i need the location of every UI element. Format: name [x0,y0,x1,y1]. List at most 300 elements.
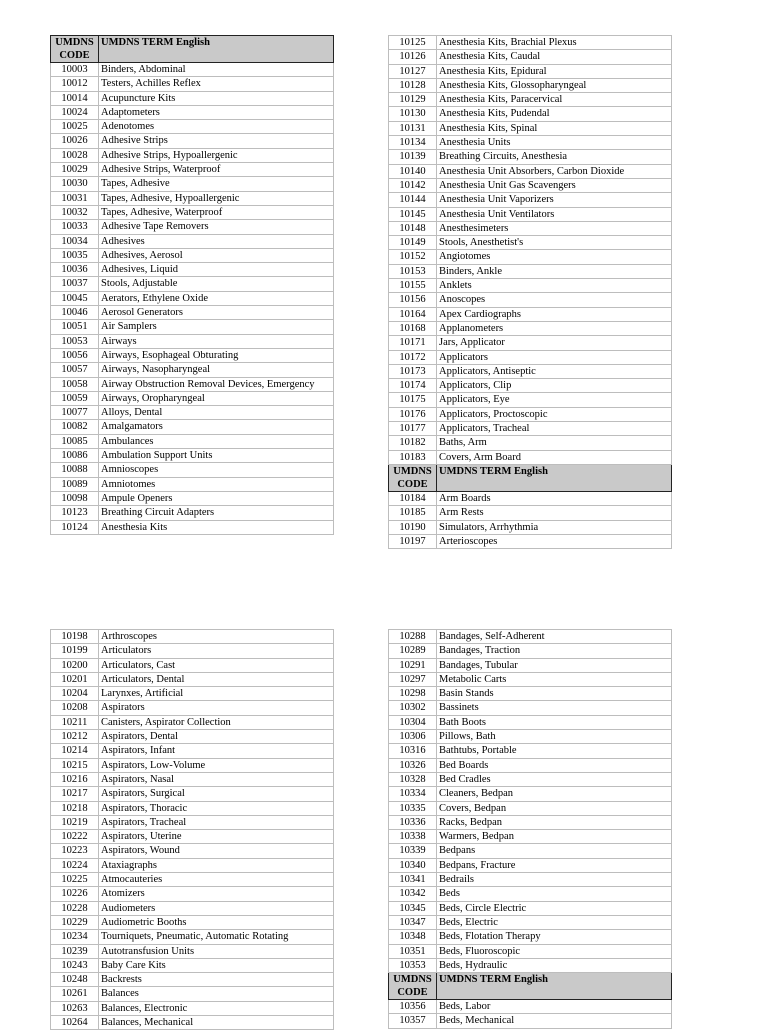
umdns-term-cell: Ambulances [99,434,334,448]
umdns-term-cell: Applicators, Clip [437,379,672,393]
umdns-term-cell: Tapes, Adhesive, Hypoallergenic [99,191,334,205]
umdns-code-cell: 10026 [51,134,99,148]
table-row [51,434,334,448]
umdns-code-cell: 10264 [51,1016,99,1030]
table-row [51,758,334,772]
umdns-code-cell: 10130 [389,107,437,121]
umdns-code-cell: 10149 [389,236,437,250]
column-header-term: UMDNS TERM English [437,973,672,1000]
umdns-term-cell: Anesthesia Unit Gas Scavengers [437,178,672,192]
table-row [51,815,334,829]
table-row [51,630,334,644]
umdns-term-cell: Applicators, Antiseptic [437,364,672,378]
umdns-code-cell: 10226 [51,887,99,901]
umdns-term-cell: Acupuncture Kits [99,91,334,105]
umdns-term-cell: Basin Stands [437,687,672,701]
table-header-row [51,36,334,63]
table-row [51,715,334,729]
table-row [51,987,334,1001]
table-row [389,150,672,164]
umdns-term-cell: Amnioscopes [99,463,334,477]
umdns-term-cell: Beds, Electric [437,915,672,929]
umdns-term-cell: Anoscopes [437,293,672,307]
umdns-term-cell: Ampule Openers [99,491,334,505]
umdns-code-cell: 10051 [51,320,99,334]
umdns-term-cell: Beds [437,887,672,901]
umdns-code-cell: 10234 [51,930,99,944]
umdns-code-cell: 10211 [51,715,99,729]
table-row [389,915,672,929]
table-row [389,815,672,829]
umdns-term-cell: Beds, Hydraulic [437,958,672,972]
umdns-term-cell: Applicators, Proctoscopic [437,407,672,421]
table-row [51,449,334,463]
umdns-term-cell: Atomizers [99,887,334,901]
umdns-code-cell: 10342 [389,887,437,901]
umdns-term-cell: Aspirators, Low-Volume [99,758,334,772]
table-row [51,801,334,815]
umdns-code-cell: 10123 [51,506,99,520]
table-row [51,348,334,362]
umdns-term-cell: Arm Boards [437,491,672,505]
umdns-term-cell: Adhesive Tape Removers [99,220,334,234]
table-row [389,422,672,436]
umdns-code-cell: 10182 [389,436,437,450]
table-row [51,91,334,105]
umdns-term-cell: Anesthesia Kits, Spinal [437,121,672,135]
table-row [51,915,334,929]
umdns-code-cell: 10176 [389,407,437,421]
umdns-term-cell: Covers, Bedpan [437,801,672,815]
umdns-code-cell: 10223 [51,844,99,858]
umdns-term-cell: Airways [99,334,334,348]
umdns-term-cell: Anklets [437,279,672,293]
umdns-code-cell: 10197 [389,534,437,548]
umdns-term-cell: Autotransfusion Units [99,944,334,958]
umdns-code-cell: 10152 [389,250,437,264]
umdns-code-cell: 10025 [51,120,99,134]
table-row [389,364,672,378]
umdns-term-cell: Larynxes, Artificial [99,687,334,701]
umdns-code-cell: 10340 [389,858,437,872]
umdns-code-cell: 10336 [389,815,437,829]
umdns-code-cell: 10218 [51,801,99,815]
umdns-term-cell: Breathing Circuits, Anesthesia [437,150,672,164]
table-row [389,1000,672,1014]
table-row [51,491,334,505]
umdns-term-cell: Binders, Ankle [437,264,672,278]
table-row [51,858,334,872]
umdns-term-cell: Arm Rests [437,506,672,520]
umdns-table-2 [388,35,672,549]
umdns-code-cell: 10215 [51,758,99,772]
umdns-code-cell: 10045 [51,291,99,305]
umdns-term-cell: Applicators, Tracheal [437,422,672,436]
umdns-code-cell: 10199 [51,644,99,658]
table-row [51,506,334,520]
umdns-code-cell: 10356 [389,1000,437,1014]
umdns-term-cell: Anesthesia Unit Absorbers, Carbon Dioxide [437,164,672,178]
umdns-term-cell: Aerators, Ethylene Oxide [99,291,334,305]
table-row [389,193,672,207]
umdns-code-cell: 10248 [51,973,99,987]
umdns-term-cell: Pillows, Bath [437,730,672,744]
umdns-term-cell: Aspirators, Nasal [99,772,334,786]
table-row [51,1016,334,1030]
umdns-term-cell: Simulators, Arrhythmia [437,520,672,534]
umdns-term-cell: Aspirators, Tracheal [99,815,334,829]
umdns-term-cell: Angiotomes [437,250,672,264]
table-header-row [389,464,672,491]
umdns-code-cell: 10126 [389,50,437,64]
umdns-code-cell: 10034 [51,234,99,248]
umdns-code-cell: 10086 [51,449,99,463]
umdns-term-cell: Beds, Flotation Therapy [437,930,672,944]
table-row [389,958,672,972]
table-row [51,263,334,277]
umdns-term-cell: Covers, Arm Board [437,450,672,464]
table-row [389,250,672,264]
umdns-term-cell: Arterioscopes [437,534,672,548]
umdns-code-cell: 10357 [389,1014,437,1028]
table-row [51,844,334,858]
table-row [51,277,334,291]
umdns-term-cell: Adhesives, Liquid [99,263,334,277]
umdns-term-cell: Tourniquets, Pneumatic, Automatic Rotating [99,930,334,944]
umdns-code-cell: 10057 [51,363,99,377]
umdns-code-cell: 10306 [389,730,437,744]
table-row [389,93,672,107]
umdns-code-cell: 10304 [389,715,437,729]
table-row [389,873,672,887]
umdns-code-cell: 10037 [51,277,99,291]
table-row [389,630,672,644]
umdns-term-cell: Canisters, Aspirator Collection [99,715,334,729]
umdns-code-cell: 10125 [389,36,437,50]
umdns-code-cell: 10145 [389,207,437,221]
table-row [389,715,672,729]
umdns-term-cell: Bandages, Self-Adherent [437,630,672,644]
umdns-term-cell: Arthroscopes [99,630,334,644]
table-row [389,672,672,686]
umdns-code-cell: 10082 [51,420,99,434]
umdns-table-4 [388,629,672,1029]
umdns-code-cell: 10224 [51,858,99,872]
table-row [51,205,334,219]
umdns-code-cell: 10200 [51,658,99,672]
umdns-code-cell: 10088 [51,463,99,477]
table-row [389,50,672,64]
umdns-code-cell: 10140 [389,164,437,178]
umdns-code-cell: 10208 [51,701,99,715]
table-row [51,887,334,901]
table-row [51,320,334,334]
table-row [51,787,334,801]
table-row [51,930,334,944]
umdns-term-cell: Aspirators, Uterine [99,830,334,844]
umdns-code-cell: 10214 [51,744,99,758]
table-row [389,644,672,658]
umdns-code-cell: 10204 [51,687,99,701]
table-header-row [389,973,672,1000]
table-row [51,687,334,701]
umdns-term-cell: Bath Boots [437,715,672,729]
umdns-term-cell: Testers, Achilles Reflex [99,77,334,91]
table-row [389,407,672,421]
table-row [389,221,672,235]
umdns-term-cell: Bed Boards [437,758,672,772]
table-row [51,958,334,972]
table-row [51,672,334,686]
umdns-term-cell: Adhesive Strips, Waterproof [99,163,334,177]
table-row [51,1001,334,1015]
umdns-term-cell: Aspirators [99,701,334,715]
column-header-term: UMDNS TERM English [99,36,334,63]
umdns-term-cell: Articulators [99,644,334,658]
umdns-code-cell: 10228 [51,901,99,915]
column-header-code: UMDNS CODE [51,36,99,63]
table-row [389,36,672,50]
umdns-term-cell: Beds, Labor [437,1000,672,1014]
table-row [389,787,672,801]
table-row [51,163,334,177]
table-row [389,534,672,548]
umdns-table-3 [50,629,334,1030]
umdns-code-cell: 10058 [51,377,99,391]
umdns-code-cell: 10164 [389,307,437,321]
umdns-code-cell: 10298 [389,687,437,701]
table-row [51,248,334,262]
umdns-term-cell: Applanometers [437,321,672,335]
table-row [389,136,672,150]
table-row [51,944,334,958]
umdns-code-cell: 10302 [389,701,437,715]
umdns-code-cell: 10036 [51,263,99,277]
umdns-term-cell: Applicators, Eye [437,393,672,407]
umdns-term-cell: Anesthesia Unit Vaporizers [437,193,672,207]
table-row [389,1014,672,1028]
umdns-code-cell: 10012 [51,77,99,91]
table-row [51,134,334,148]
umdns-code-cell: 10153 [389,264,437,278]
table-row [389,121,672,135]
table-row [51,901,334,915]
umdns-term-cell: Airways, Oropharyngeal [99,391,334,405]
umdns-code-cell: 10341 [389,873,437,887]
table-row [389,207,672,221]
column-header-code: UMDNS CODE [389,973,437,1000]
umdns-term-cell: Cleaners, Bedpan [437,787,672,801]
umdns-term-cell: Beds, Mechanical [437,1014,672,1028]
umdns-term-cell: Balances, Mechanical [99,1016,334,1030]
umdns-code-cell: 10156 [389,293,437,307]
umdns-code-cell: 10225 [51,873,99,887]
table-row [389,450,672,464]
umdns-term-cell: Tapes, Adhesive, Waterproof [99,205,334,219]
table-row [51,830,334,844]
table-row [389,830,672,844]
umdns-code-cell: 10291 [389,658,437,672]
umdns-code-cell: 10168 [389,321,437,335]
table-row [389,901,672,915]
umdns-term-cell: Air Samplers [99,320,334,334]
table-row [51,191,334,205]
umdns-code-cell: 10353 [389,958,437,972]
umdns-term-cell: Binders, Abdominal [99,63,334,77]
umdns-code-cell: 10217 [51,787,99,801]
table-row [389,107,672,121]
umdns-term-cell: Amniotomes [99,477,334,491]
umdns-code-cell: 10028 [51,148,99,162]
umdns-term-cell: Adaptometers [99,105,334,119]
umdns-code-cell: 10127 [389,64,437,78]
umdns-code-cell: 10185 [389,506,437,520]
umdns-term-cell: Adhesive Strips [99,134,334,148]
umdns-code-cell: 10184 [389,491,437,505]
umdns-code-cell: 10003 [51,63,99,77]
umdns-code-cell: 10053 [51,334,99,348]
umdns-code-cell: 10098 [51,491,99,505]
umdns-code-cell: 10183 [389,450,437,464]
umdns-term-cell: Airways, Nasopharyngeal [99,363,334,377]
umdns-term-cell: Anesthesimeters [437,221,672,235]
table-row [389,687,672,701]
umdns-term-cell: Audiometers [99,901,334,915]
umdns-code-cell: 10029 [51,163,99,177]
table-row [51,463,334,477]
umdns-code-cell: 10134 [389,136,437,150]
umdns-code-cell: 10351 [389,944,437,958]
umdns-term-cell: Bedpans [437,844,672,858]
umdns-code-cell: 10148 [389,221,437,235]
table-row [51,391,334,405]
umdns-code-cell: 10316 [389,744,437,758]
umdns-term-cell: Bandages, Traction [437,644,672,658]
umdns-term-cell: Anesthesia Kits [99,520,334,534]
column-header-code: UMDNS CODE [389,464,437,491]
umdns-code-cell: 10014 [51,91,99,105]
umdns-term-cell: Baths, Arm [437,436,672,450]
umdns-code-cell: 10222 [51,830,99,844]
umdns-term-cell: Baby Care Kits [99,958,334,972]
umdns-term-cell: Aspirators, Infant [99,744,334,758]
umdns-code-cell: 10124 [51,520,99,534]
table-row [51,105,334,119]
umdns-term-cell: Racks, Bedpan [437,815,672,829]
table-row [389,491,672,505]
umdns-code-cell: 10212 [51,730,99,744]
table-row [389,506,672,520]
umdns-table-1 [50,35,334,535]
table-row [51,63,334,77]
umdns-term-cell: Balances, Electronic [99,1001,334,1015]
table-row [389,772,672,786]
umdns-term-cell: Aspirators, Surgical [99,787,334,801]
umdns-term-cell: Warmers, Bedpan [437,830,672,844]
umdns-code-cell: 10046 [51,306,99,320]
umdns-code-cell: 10288 [389,630,437,644]
table-row [51,644,334,658]
table-row [51,744,334,758]
umdns-term-cell: Ataxiagraphs [99,858,334,872]
umdns-term-cell: Anesthesia Kits, Paracervical [437,93,672,107]
umdns-term-cell: Anesthesia Units [437,136,672,150]
table-row [51,873,334,887]
umdns-term-cell: Jars, Applicator [437,336,672,350]
umdns-code-cell: 10171 [389,336,437,350]
umdns-term-cell: Anesthesia Kits, Epidural [437,64,672,78]
table-row [51,291,334,305]
umdns-term-cell: Articulators, Dental [99,672,334,686]
table-row [51,377,334,391]
umdns-term-cell: Ambulation Support Units [99,449,334,463]
umdns-term-cell: Applicators [437,350,672,364]
umdns-code-cell: 10085 [51,434,99,448]
table-row [51,520,334,534]
umdns-code-cell: 10024 [51,105,99,119]
table-row [389,844,672,858]
umdns-term-cell: Balances [99,987,334,1001]
umdns-term-cell: Aerosol Generators [99,306,334,320]
table-row [389,758,672,772]
umdns-term-cell: Anesthesia Kits, Brachial Plexus [437,36,672,50]
umdns-code-cell: 10056 [51,348,99,362]
umdns-term-cell: Airways, Esophageal Obturating [99,348,334,362]
umdns-term-cell: Anesthesia Kits, Glossopharyngeal [437,78,672,92]
umdns-term-cell: Alloys, Dental [99,406,334,420]
umdns-term-cell: Bedpans, Fracture [437,858,672,872]
table-row [51,148,334,162]
umdns-code-cell: 10077 [51,406,99,420]
table-row [389,520,672,534]
table-row [389,887,672,901]
table-row [389,744,672,758]
umdns-term-cell: Adhesives [99,234,334,248]
table-row [51,234,334,248]
umdns-term-cell: Adhesive Strips, Hypoallergenic [99,148,334,162]
umdns-code-cell: 10243 [51,958,99,972]
umdns-code-cell: 10219 [51,815,99,829]
umdns-code-cell: 10263 [51,1001,99,1015]
table-row [51,973,334,987]
umdns-term-cell: Anesthesia Kits, Pudendal [437,107,672,121]
umdns-code-cell: 10031 [51,191,99,205]
umdns-code-cell: 10059 [51,391,99,405]
table-row [389,293,672,307]
table-row [51,658,334,672]
table-row [389,350,672,364]
umdns-term-cell: Aspirators, Wound [99,844,334,858]
table-row [51,772,334,786]
umdns-code-cell: 10128 [389,78,437,92]
umdns-term-cell: Backrests [99,973,334,987]
umdns-term-cell: Bed Cradles [437,772,672,786]
table-row [51,120,334,134]
umdns-code-cell: 10326 [389,758,437,772]
umdns-code-cell: 10339 [389,844,437,858]
umdns-code-cell: 10198 [51,630,99,644]
table-row [51,220,334,234]
umdns-code-cell: 10139 [389,150,437,164]
umdns-term-cell: Stools, Adjustable [99,277,334,291]
table-row [389,436,672,450]
umdns-code-cell: 10129 [389,93,437,107]
umdns-term-cell: Breathing Circuit Adapters [99,506,334,520]
umdns-code-cell: 10338 [389,830,437,844]
table-row [51,730,334,744]
table-row [389,701,672,715]
umdns-code-cell: 10033 [51,220,99,234]
